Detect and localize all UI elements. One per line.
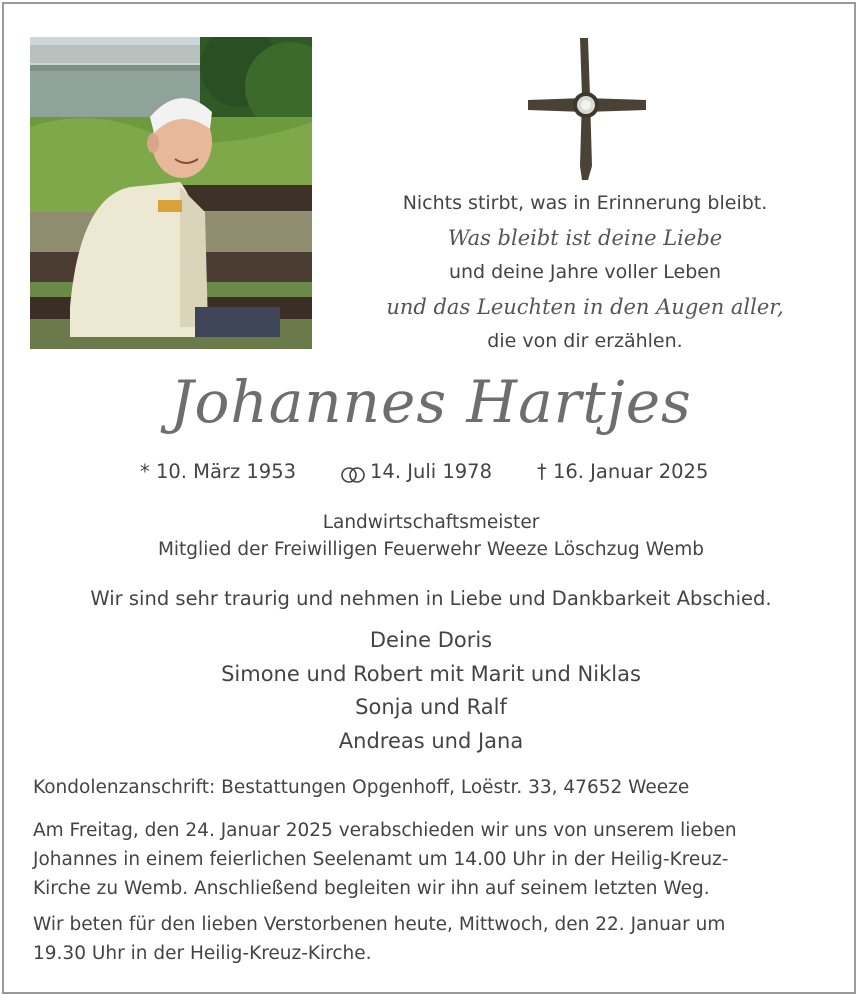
condolence-address: Kondolenzanschrift: Bestattungen Opgenhoff, Loëstr. 33, 47652 Weeze bbox=[33, 777, 690, 798]
life-dates bbox=[0, 460, 862, 490]
family-list bbox=[0, 624, 862, 758]
poem-line-script: und das Leuchten in den Augen aller, bbox=[386, 294, 784, 319]
occupation-line: Mitglied der Freiwilligen Feuerwehr Weeze Löschzug Wemb bbox=[157, 539, 705, 560]
prayer-line: Wir beten für den lieben Verstorbenen heute, Mittwoch, den 22. Januar um bbox=[33, 914, 726, 935]
poem-line: die von dir erzählen. bbox=[487, 330, 683, 352]
service-text bbox=[33, 816, 833, 903]
wedding-date: 14. Juli 1978 bbox=[370, 460, 492, 483]
poem-line: und deine Jahre voller Leben bbox=[448, 261, 722, 283]
occupation-line: Landwirtschaftsmeister bbox=[322, 512, 540, 533]
prayer-line: 19.30 Uhr in der Heilig-Kreuz-Kirche. bbox=[33, 943, 372, 964]
portrait-photo bbox=[30, 37, 312, 349]
deceased-name: Johannes Hartjes bbox=[170, 368, 692, 436]
family-member: Sonja und Ralf bbox=[355, 695, 507, 719]
service-line: Kirche zu Wemb. Anschließend begleiten wir ihn auf seinem letzten Weg. bbox=[33, 878, 710, 899]
service-line: Am Freitag, den 24. Januar 2025 verabschieden wir uns von unserem lieben bbox=[33, 820, 737, 841]
poem-line: Nichts stirbt, was in Erinnerung bleibt. bbox=[402, 192, 768, 214]
prayer-text bbox=[33, 910, 833, 968]
farewell-text: Wir sind sehr traurig und nehmen in Liebe und Dankbarkeit Abschied. bbox=[90, 587, 772, 610]
family-member: Simone und Robert mit Marit und Niklas bbox=[221, 661, 641, 686]
death-date: † 16. Januar 2025 bbox=[537, 460, 709, 483]
birth-date: * 10. März 1953 bbox=[140, 460, 297, 483]
poem bbox=[330, 186, 840, 359]
cross-icon bbox=[526, 36, 648, 182]
occupation bbox=[0, 509, 862, 563]
family-member: Deine Doris bbox=[369, 628, 493, 652]
poem-line-script: Was bleibt ist deine Liebe bbox=[447, 225, 723, 250]
wedding-rings-icon bbox=[340, 466, 366, 484]
family-member: Andreas und Jana bbox=[338, 728, 524, 753]
service-line: Johannes in einem feierlichen Seelenamt um 14.00 Uhr in der Heilig-Kreuz- bbox=[33, 849, 729, 870]
